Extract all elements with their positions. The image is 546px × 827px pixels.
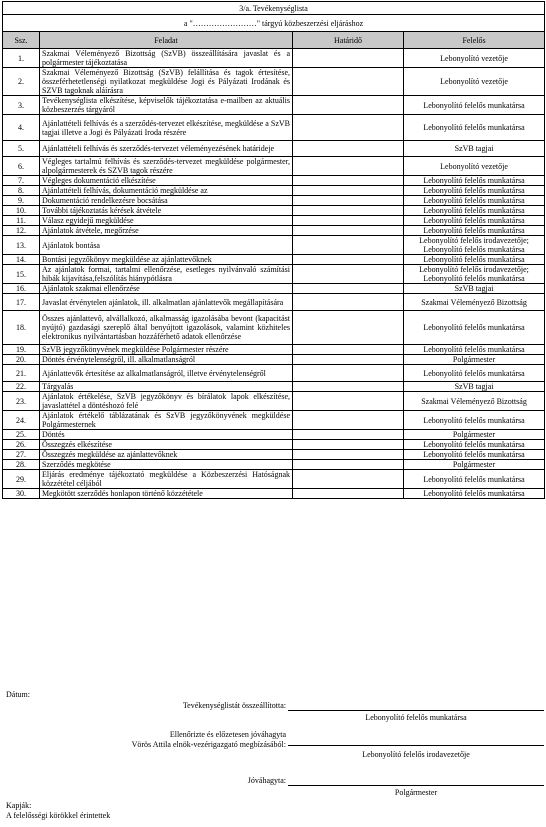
row-responsible: Polgármester (404, 355, 545, 365)
checked-label-1: Ellenőrizte és előzetesen jóváhagyta (169, 730, 286, 739)
table-row (3, 450, 545, 460)
row-task: Szakmai Véleményező Bizottság (SzVB) összeállítására javaslat és a polgármester tájékoztatása (40, 49, 293, 68)
row-responsible: Lebonyolító felelős munkatársa (404, 450, 545, 460)
row-responsible: Lebonyolító felelős munkatársa (404, 311, 545, 345)
row-deadline (293, 440, 404, 450)
row-responsible: Lebonyolító felelős munkatársa (404, 345, 545, 355)
row-deadline (293, 265, 404, 284)
row-task: További tájékoztatás kérések átvétele (40, 206, 293, 216)
table-row (3, 68, 545, 96)
row-task: Tárgyalás (40, 382, 293, 392)
row-number: 21. (3, 365, 40, 382)
date-label: Dátum: (6, 690, 30, 699)
row-deadline (293, 311, 404, 345)
row-responsible: Lebonyolító vezetője (404, 68, 545, 96)
table-row (3, 411, 545, 430)
row-deadline (293, 176, 404, 186)
table-row (3, 206, 545, 216)
row-responsible: Lebonyolító felelős munkatársa (404, 365, 545, 382)
row-task: Eljárás eredménye tájékoztató megküldése a Közbeszerzési Hatóságnak közzététel céljából (40, 470, 293, 489)
row-task: Összes ajánlattevő, alvállalkozó, alkalmasság igazolásába bevont (kapacitást nyújtó) gazdasági szereplő által benyújtott igazolások, valamint közhiteles elektronikus nyilvántartásban hozzáférhető adatok ellenőrzése (40, 311, 293, 345)
approved-label: Jóváhagyta: (247, 776, 286, 785)
approved-caption: Polgármester (394, 788, 438, 797)
row-number: 29. (3, 470, 40, 489)
row-number: 28. (3, 460, 40, 470)
row-number: 23. (3, 392, 40, 411)
row-responsible: Lebonyolító felelős munkatársa (404, 226, 545, 236)
compiled-signature-line (288, 701, 544, 711)
row-task: Összegzés elkészítése (40, 440, 293, 450)
row-task: Ajánlatok átvétele, megőrzése (40, 226, 293, 236)
table-row (3, 236, 545, 255)
row-responsible: Lebonyolító felelős munkatársa (404, 186, 545, 196)
activity-list-page (2, 1, 544, 499)
column-header-task: Feladat (40, 32, 293, 49)
table-row (3, 196, 545, 206)
table-row (3, 489, 545, 499)
table-row (3, 440, 545, 450)
row-deadline (293, 255, 404, 265)
row-task: SzVB jegyzőkönyvének megküldése Polgármester részére (40, 345, 293, 355)
row-number: 16. (3, 284, 40, 294)
row-number: 9. (3, 196, 40, 206)
row-number: 24. (3, 411, 40, 430)
approved-signature-line (288, 776, 544, 786)
row-deadline (293, 284, 404, 294)
row-task: Javaslat érvénytelen ajánlatok, ill. alkalmatlan ajánlattevők megállapítására (40, 294, 293, 311)
row-responsible: Lebonyolító felelős munkatársa (404, 196, 545, 206)
table-row (3, 365, 545, 382)
row-deadline (293, 226, 404, 236)
row-responsible: Szakmai Véleményező Bizottság (404, 294, 545, 311)
table-row (3, 392, 545, 411)
row-deadline (293, 294, 404, 311)
row-deadline (293, 157, 404, 176)
row-number: 4. (3, 115, 40, 141)
table-row (3, 226, 545, 236)
row-responsible: Lebonyolító felelős irodavezetője; Lebonyolító felelős munkatársa (404, 236, 545, 255)
row-task: Szakmai Véleményező Bizottság (SzVB) felállítása és tagok értesítése, összeférhetetlenségi nyilatkozat megküldése Jogi és Pályázati Irodának és SZVB tagoknak aláírásra (40, 68, 293, 96)
row-number: 8. (3, 186, 40, 196)
row-deadline (293, 49, 404, 68)
row-number: 13. (3, 236, 40, 255)
table-row (3, 294, 545, 311)
table-row (3, 311, 545, 345)
table-row (3, 216, 545, 226)
row-task: Végleges dokumentáció elkészítése (40, 176, 293, 186)
row-number: 19. (3, 345, 40, 355)
row-responsible: Lebonyolító vezetője (404, 49, 545, 68)
row-deadline (293, 115, 404, 141)
row-responsible: Lebonyolító felelős munkatársa (404, 440, 545, 450)
document-subtitle: a "……………………" tárgyú közbeszerzési eljáráshoz (3, 15, 545, 32)
row-task: Ajánlatok bontása (40, 236, 293, 255)
row-deadline (293, 460, 404, 470)
row-deadline (293, 470, 404, 489)
row-task: Megkötött szerződés honlapon történő közzététele (40, 489, 293, 499)
row-task: Ajánlattételi felhívás és a szerződés-tervezet elkészítése, megküldése a SzVB tagjai illetve a Jogi és Pályázati Iroda részére (40, 115, 293, 141)
row-number: 27. (3, 450, 40, 460)
row-number: 22. (3, 382, 40, 392)
table-row (3, 355, 545, 365)
compiled-caption: Lebonyolító felelős munkatársa (365, 713, 467, 722)
row-task: Válasz egyidejű megküldése (40, 216, 293, 226)
checked-signature-line (288, 736, 544, 746)
row-number: 26. (3, 440, 40, 450)
table-row (3, 430, 545, 440)
row-number: 7. (3, 176, 40, 186)
row-deadline (293, 430, 404, 440)
row-task: Döntés érvénytelenségről, ill. alkalmatlanságról (40, 355, 293, 365)
row-responsible: Lebonyolító felelős munkatársa (404, 216, 545, 226)
row-deadline (293, 206, 404, 216)
row-deadline (293, 96, 404, 115)
row-task: Tevékenységlista elkészítése, képviselők tájékoztatása e-mailben az aktuális közbeszerzés tárgyáról (40, 96, 293, 115)
row-number: 10. (3, 206, 40, 216)
row-responsible: Lebonyolító felelős munkatársa (404, 206, 545, 216)
row-number: 12. (3, 226, 40, 236)
table-row (3, 115, 545, 141)
row-responsible: Lebonyolító felelős munkatársa (404, 255, 545, 265)
row-deadline (293, 392, 404, 411)
table-row (3, 284, 545, 294)
recipients-value: A felelősségi körökkel érintettek (6, 811, 111, 820)
row-task: Ajánlatok értékelő táblázatának és SzVB jegyzőkönyvének megküldése Polgármesternek (40, 411, 293, 430)
row-deadline (293, 186, 404, 196)
row-number: 14. (3, 255, 40, 265)
row-responsible: Lebonyolító felelős munkatársa (404, 115, 545, 141)
table-row (3, 49, 545, 68)
row-task: Ajánlatok szakmai ellenőrzése (40, 284, 293, 294)
row-task: Dokumentáció rendelkezésre bocsátása (40, 196, 293, 206)
row-responsible: Szakmai Véleményező Bizottság (404, 392, 545, 411)
table-row (3, 157, 545, 176)
row-number: 15. (3, 265, 40, 284)
table-row (3, 255, 545, 265)
row-number: 2. (3, 68, 40, 96)
table-row (3, 176, 545, 186)
row-task: Döntés (40, 430, 293, 440)
row-number: 25. (3, 430, 40, 440)
column-header-responsible: Felelős (404, 32, 545, 49)
row-deadline (293, 236, 404, 255)
row-deadline (293, 345, 404, 355)
row-number: 5. (3, 141, 40, 157)
column-header-deadline: Határidő (293, 32, 404, 49)
compiled-label: Tevékenységlistát összeállította: (182, 701, 286, 710)
row-task: Végleges tartalmú felhívás és szerződés-tervezet megküldése polgármester, alpolgármesterek és SZVB tagok részére (40, 157, 293, 176)
table-row (3, 345, 545, 355)
row-task: Bontási jegyzőkönyv megküldése az ajánlattevőknek (40, 255, 293, 265)
row-responsible: Lebonyolító vezetője (404, 157, 545, 176)
row-number: 30. (3, 489, 40, 499)
row-task: Ajánlattételi felhívás és szerződés-tervezet véleményezésének határideje (40, 141, 293, 157)
row-responsible: Polgármester (404, 460, 545, 470)
row-number: 11. (3, 216, 40, 226)
recipients-label: Kapják: (6, 801, 32, 810)
table-row (3, 186, 545, 196)
checked-label-2: Vörös Attila elnök-vezérigazgató megbízásából: (131, 740, 286, 749)
row-number: 3. (3, 96, 40, 115)
row-task: Ajánlattételi felhívás, dokumentáció megküldése az (40, 186, 293, 196)
row-responsible: Lebonyolító felelős munkatársa (404, 176, 545, 186)
row-deadline (293, 196, 404, 206)
table-row (3, 96, 545, 115)
row-task: Összegzés megküldése az ajánlattevőknek (40, 450, 293, 460)
row-number: 20. (3, 355, 40, 365)
row-task: Ajánlattevők értesítése az alkalmatlanságról, illetve érvénytelenségről (40, 365, 293, 382)
row-responsible: Polgármester (404, 430, 545, 440)
row-deadline (293, 411, 404, 430)
row-responsible: SzVB tagjai (404, 141, 545, 157)
row-number: 6. (3, 157, 40, 176)
row-task: Szerződés megkötése (40, 460, 293, 470)
table-row (3, 470, 545, 489)
activity-table (2, 1, 545, 499)
row-task: Ajánlatok értékelése, SzVB jegyzőkönyv és bírálatok lapok elkészítése, javaslattétel a döntéshozó felé (40, 392, 293, 411)
row-deadline (293, 141, 404, 157)
row-responsible: Lebonyolító felelős munkatársa (404, 411, 545, 430)
row-task: Az ajánlatok formai, tartalmi ellenőrzése, esetleges nyilvánvaló számítási hibák kijavítása,felszólítás hiánypótlásra (40, 265, 293, 284)
row-responsible: Lebonyolító felelős irodavezetője; Lebonyolító felelős munkatársa (404, 265, 545, 284)
row-responsible: Lebonyolító felelős munkatársa (404, 489, 545, 499)
row-number: 18. (3, 311, 40, 345)
row-number: 17. (3, 294, 40, 311)
row-deadline (293, 216, 404, 226)
row-responsible: SzVB tagjai (404, 284, 545, 294)
document-title: 3/a. Tevékenységlista (3, 2, 545, 15)
row-deadline (293, 489, 404, 499)
table-row (3, 382, 545, 392)
row-deadline (293, 68, 404, 96)
row-deadline (293, 450, 404, 460)
row-number: 1. (3, 49, 40, 68)
row-deadline (293, 365, 404, 382)
row-responsible: Lebonyolító felelős munkatársa (404, 96, 545, 115)
table-row (3, 141, 545, 157)
row-deadline (293, 355, 404, 365)
row-responsible: SzVB tagjai (404, 382, 545, 392)
column-header-num: Ssz. (3, 32, 40, 49)
row-responsible: Lebonyolító felelős munkatársa (404, 470, 545, 489)
table-row (3, 265, 545, 284)
checked-caption: Lebonyolító felelős irodavezetője (362, 750, 470, 759)
row-deadline (293, 382, 404, 392)
table-row (3, 460, 545, 470)
